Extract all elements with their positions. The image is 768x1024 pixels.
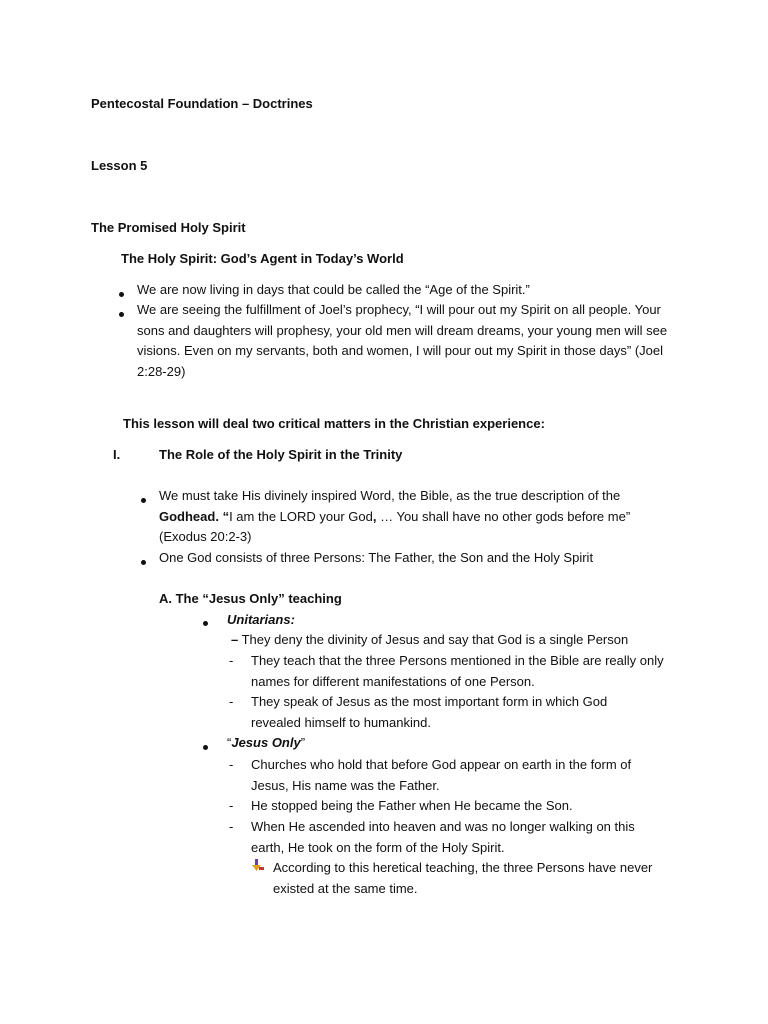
document-title: Pentecostal Foundation – Doctrines <box>91 96 313 111</box>
bullet-dot <box>119 312 124 317</box>
bullet-dot <box>141 560 146 565</box>
unitarians-label: Unitarians: <box>227 612 295 627</box>
jesus-only-item-3: When He ascended into heaven and was no longer walking on this earth, He took on the form of the Holy Spirit. <box>251 819 635 855</box>
subsection-heading: A. The “Jesus Only” teaching <box>159 591 342 606</box>
arrow-down-right-icon <box>252 859 264 873</box>
scripture-quote-rest: … You shall have no other gods before me” <box>376 508 631 524</box>
unitarians-description <box>231 630 628 651</box>
scripture-quote: I am the LORD your God <box>229 508 373 524</box>
dash-marker: - <box>229 819 234 834</box>
unitarians-item-2: They speak of Jesus as the most important form in which God revealed himself to humankind. <box>251 694 608 730</box>
section-title: The Promised Holy Spirit <box>91 220 246 235</box>
quote-open: “ <box>227 735 232 750</box>
jesus-only-item-2: He stopped being the Father when He became the Son. <box>251 798 573 813</box>
quote-open: “ <box>218 508 230 524</box>
dash-marker: - <box>229 653 234 668</box>
unitarians-item-1: They teach that the three Persons mentioned in the Bible are really only names for different manifestations of one Person. <box>251 653 664 689</box>
lesson-number: Lesson 5 <box>91 158 148 173</box>
godhead-term: Godhead. <box>159 508 219 524</box>
dash-marker: - <box>229 694 234 709</box>
godhead-paragraph <box>159 486 679 548</box>
quote-comma: , <box>372 508 377 524</box>
lesson-statement: This lesson will deal two critical matters in the Christian experience: <box>123 416 545 431</box>
intro-bullet-1: We are now living in days that could be called the “Age of the Spirit.” <box>137 282 530 297</box>
em-dash: – <box>231 632 239 647</box>
intro-bullet-2: We are seeing the fulfillment of Joel’s prophecy, “I will pour out my Spirit on all people. Your sons and daughters will prophesy, your old men will dream dreams, your young men will see visions. Even on my servants, both and women, I will pour out my Spirit in those days” (Joel 2:28-29) <box>137 302 668 379</box>
trinity-bullet: One God consists of three Persons: The Father, the Son and the Holy Spirit <box>159 550 594 565</box>
heretical-note: According to this heretical teaching, the three Persons have never existed at the same time. <box>273 860 653 896</box>
part-numeral: I. <box>113 447 121 462</box>
dash-marker: - <box>229 798 234 813</box>
bullet-dot <box>141 498 146 503</box>
bullet-dot <box>203 745 208 750</box>
godhead-line1: We must take His divinely inspired Word, the Bible, as the true description of the <box>159 488 621 503</box>
unitarians-line: They deny the divinity of Jesus and say that God is a single Person <box>238 632 629 647</box>
dash-marker: - <box>229 757 234 772</box>
part-heading: The Role of the Holy Spirit in the Trinity <box>159 447 403 462</box>
jesus-only-label <box>227 733 305 754</box>
jesus-only-term: Jesus Only <box>231 735 301 750</box>
subheading: The Holy Spirit: God’s Agent in Today’s World <box>121 251 404 266</box>
quote-close: ” <box>300 735 306 750</box>
scripture-reference: (Exodus 20:2-3) <box>159 529 252 544</box>
jesus-only-item-1: Churches who hold that before God appear on earth in the form of Jesus, His name was the Father. <box>251 757 632 793</box>
bullet-dot <box>119 292 124 297</box>
bullet-dot <box>203 621 208 626</box>
